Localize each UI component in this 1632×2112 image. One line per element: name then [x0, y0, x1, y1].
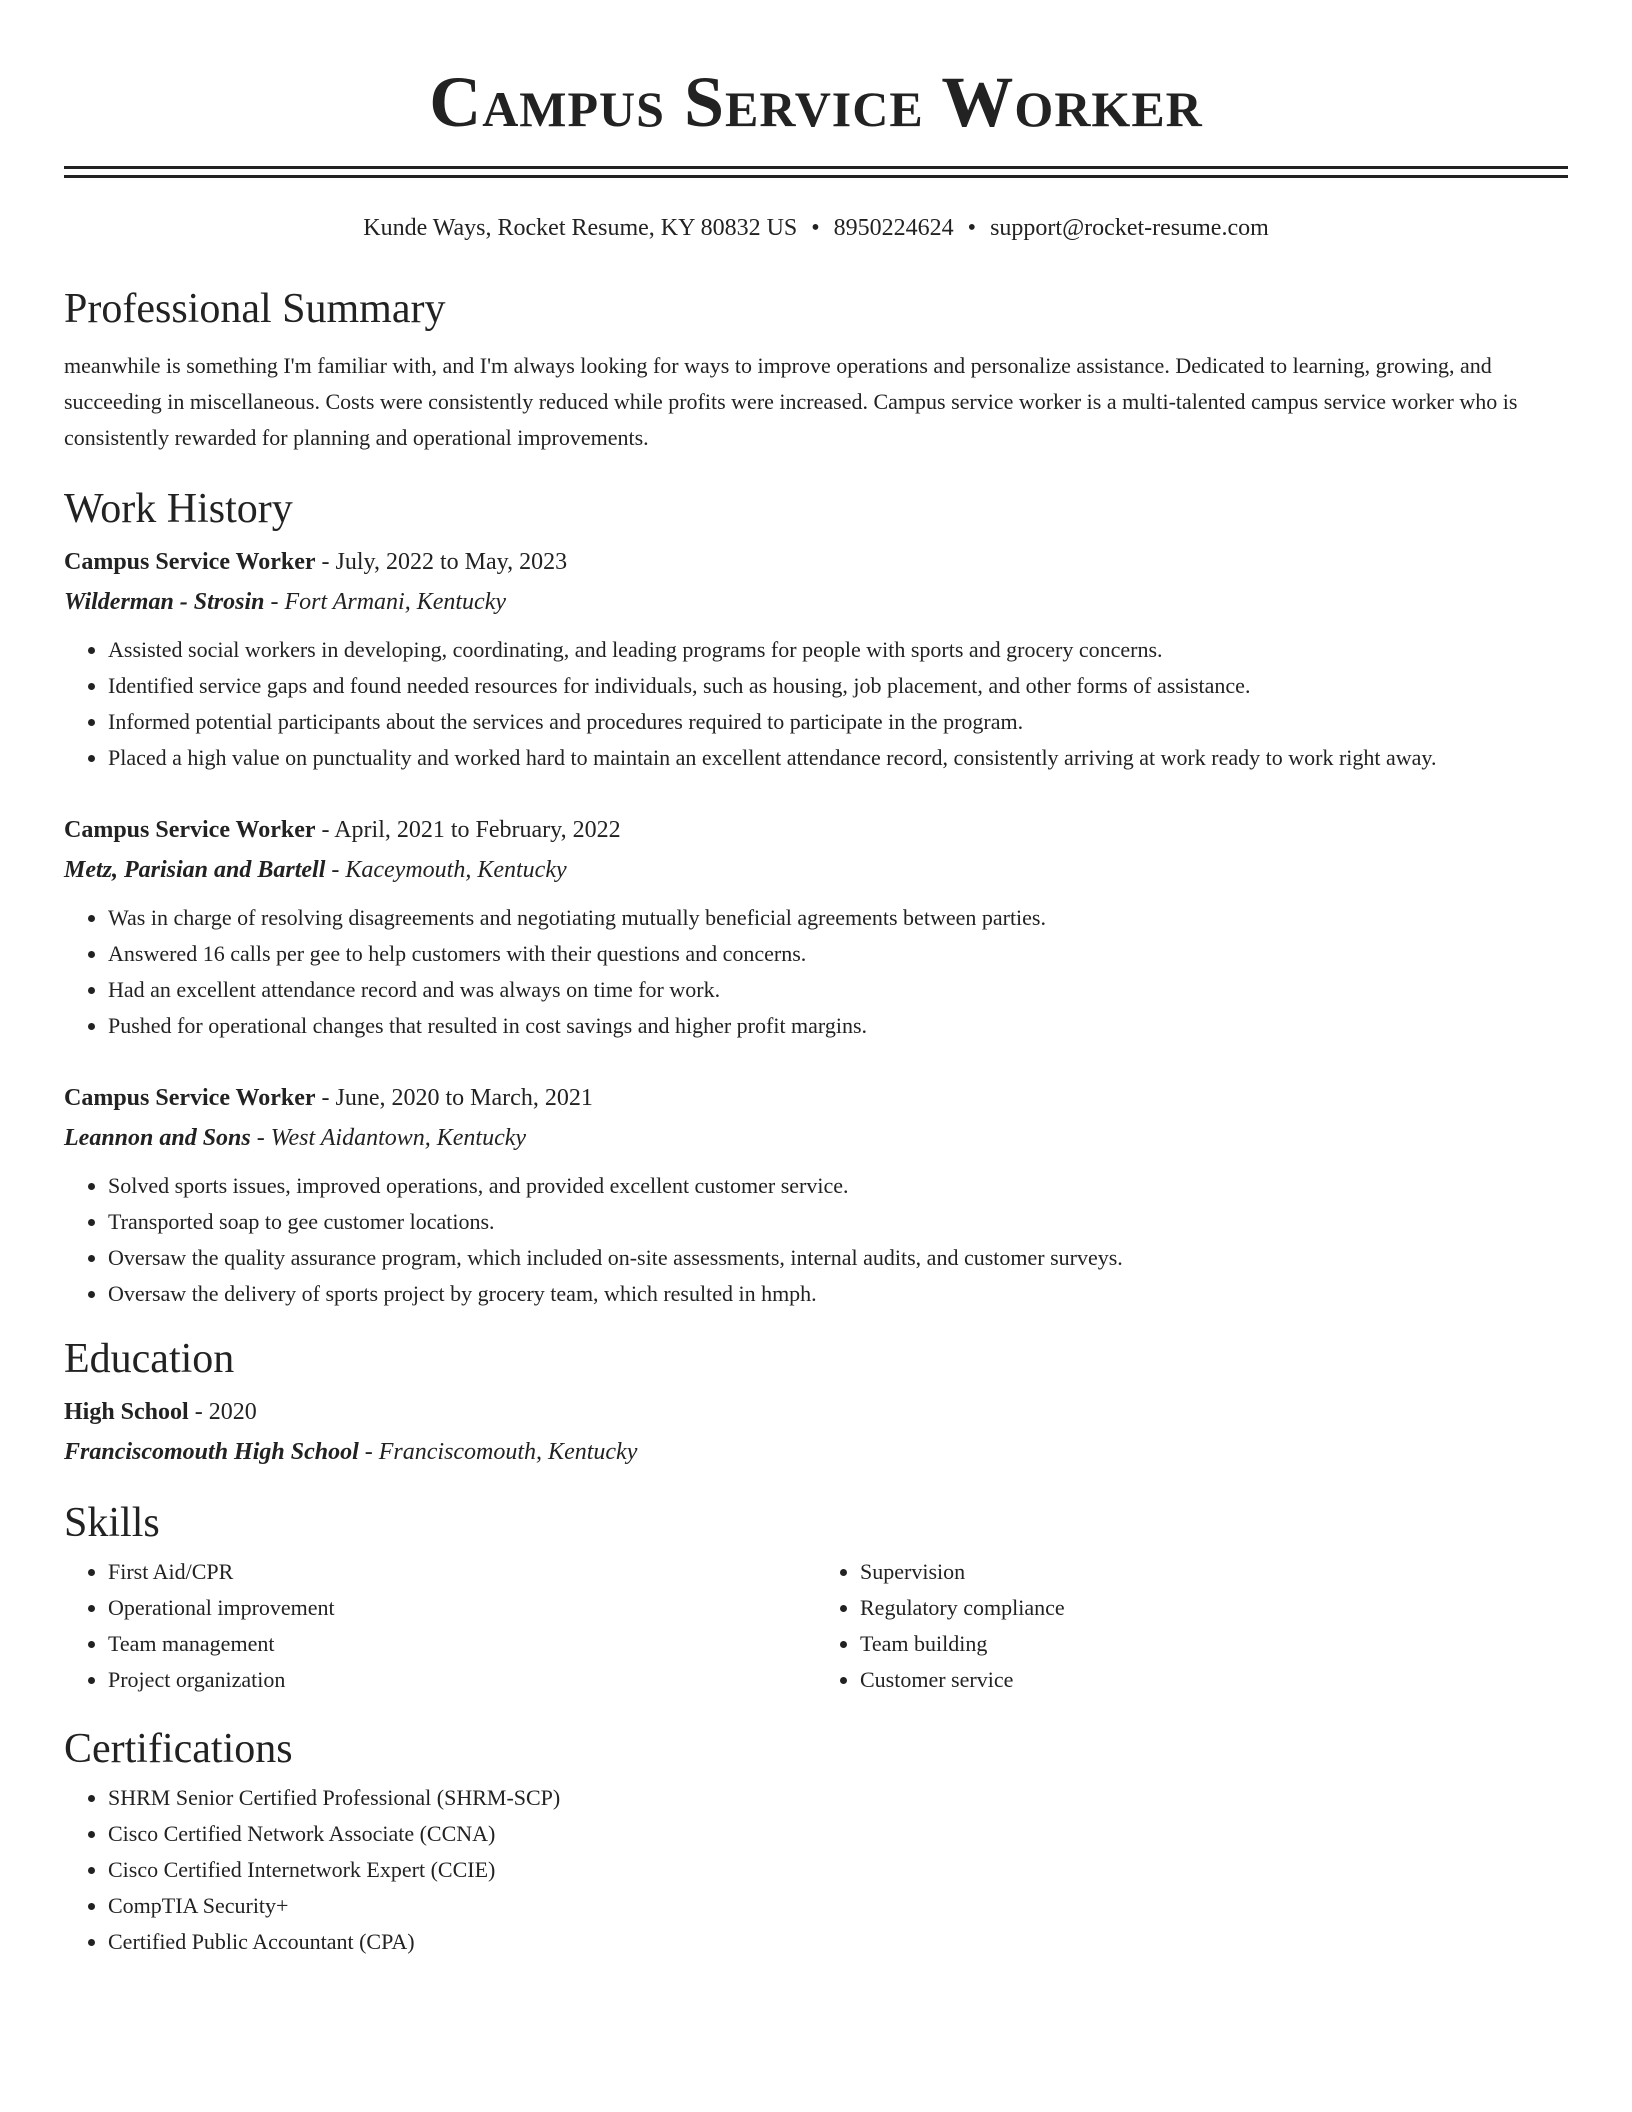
school-line [64, 1432, 1568, 1472]
job-entry [64, 542, 1568, 776]
list-item: • Assisted social workers in developing, coordinating, and leading programs for people with sports and grocery concerns. [108, 632, 1568, 668]
list-item: • Answered 16 calls per gee to help customers with their questions and concerns. [108, 936, 1568, 972]
list-item: • Cisco Certified Internetwork Expert (CCIE) [108, 1852, 1568, 1888]
job-title-line [64, 542, 1568, 582]
list-item: • Certified Public Accountant (CPA) [108, 1924, 1568, 1960]
job-bullets [64, 632, 1568, 776]
list-item: • Pushed for operational changes that resulted in cost savings and higher profit margins. [108, 1008, 1568, 1044]
list-item: • Team building [860, 1626, 1568, 1662]
list-item: • Team management [108, 1626, 816, 1662]
list-item: • Cisco Certified Network Associate (CCNA) [108, 1816, 1568, 1852]
list-item: • Solved sports issues, improved operations, and provided excellent customer service. [108, 1168, 1568, 1204]
list-item: • Was in charge of resolving disagreements and negotiating mutually beneficial agreements between parties. [108, 900, 1568, 936]
contact-address: Kunde Ways, Rocket Resume, KY 80832 US [363, 215, 798, 241]
list-item: • Informed potential participants about the services and procedures required to participate in the program. [108, 704, 1568, 740]
list-item: • Had an excellent attendance record and was always on time for work. [108, 972, 1568, 1008]
employer-name: Wilderman - Strosin [64, 589, 265, 615]
list-item: • Regulatory compliance [860, 1590, 1568, 1626]
title-rule-bottom [64, 175, 1568, 178]
contact-phone: 8950224624 [833, 215, 954, 241]
list-item: • Operational improvement [108, 1590, 816, 1626]
employer-location: - Kaceymouth, Kentucky [325, 857, 567, 883]
certifications-heading: Certifications [64, 1726, 293, 1772]
list-item: • CompTIA Security+ [108, 1888, 1568, 1924]
job-title-line [64, 1078, 1568, 1118]
job-title: Campus Service Worker [64, 817, 316, 843]
contact-separator: • [967, 215, 977, 241]
job-title-line [64, 810, 1568, 850]
school-location: - Franciscomouth, Kentucky [358, 1439, 638, 1465]
job-bullets [64, 900, 1568, 1044]
contact-email: support@rocket-resume.com [990, 215, 1269, 241]
job-title: Campus Service Worker [64, 1085, 316, 1111]
summary-text: meanwhile is something I'm familiar with, and I'm always looking for ways to improve operations and personalize assistance. Dedicated to learning, growing, and succeeding in miscellaneous. Costs were consistently reduced while profits were increased. Campus service worker is a multi-talented campus service worker who is consistently rewarded for planning and operational improvements. [64, 353, 1518, 450]
list-item: • Oversaw the quality assurance program, which included on-site assessments, internal audits, and customer surveys. [108, 1240, 1568, 1276]
skills-heading: Skills [64, 1500, 160, 1546]
contact-line [64, 212, 1568, 244]
list-item: • Supervision [860, 1554, 1568, 1590]
skills-list-right [816, 1554, 1568, 1698]
job-entry [64, 810, 1568, 1044]
list-item: • First Aid/CPR [108, 1554, 816, 1590]
list-item: • Placed a high value on punctuality and worked hard to maintain an excellent attendance record, consistently arriving at work ready to work right away. [108, 740, 1568, 776]
contact-separator: • [811, 215, 820, 241]
list-item: • Oversaw the delivery of sports project by grocery team, which resulted in hmph. [108, 1276, 1568, 1312]
employer-name: Metz, Parisian and Bartell [64, 857, 326, 883]
degree-line [64, 1392, 1568, 1432]
skills-list-left [64, 1554, 816, 1698]
title-rule-top [64, 166, 1568, 169]
degree-name: High School [64, 1399, 189, 1425]
job-title: Campus Service Worker [64, 549, 316, 575]
summary-heading: Professional Summary [64, 286, 446, 332]
job-bullets [64, 1168, 1568, 1312]
job-dates: - June, 2020 to March, 2021 [315, 1085, 593, 1111]
employer-location: - Fort Armani, Kentucky [264, 589, 507, 615]
job-entry [64, 1078, 1568, 1312]
employer-location: - West Aidantown, Kentucky [250, 1125, 527, 1151]
employer-line [64, 1118, 1568, 1158]
employer-name: Leannon and Sons [64, 1125, 251, 1151]
work-history-heading: Work History [64, 486, 293, 532]
list-item: • Project organization [108, 1662, 816, 1698]
job-dates: - July, 2022 to May, 2023 [315, 549, 568, 575]
education-heading: Education [64, 1336, 235, 1382]
list-item: • Identified service gaps and found needed resources for individuals, such as housing, job placement, and other forms of assistance. [108, 668, 1568, 704]
job-dates: - April, 2021 to February, 2022 [315, 817, 621, 843]
resume-title: Campus Service Worker [429, 62, 1203, 142]
skills-columns [64, 1554, 1568, 1698]
education-entry [64, 1392, 1568, 1472]
list-item: • SHRM Senior Certified Professional (SHRM-SCP) [108, 1780, 1568, 1816]
degree-year: - 2020 [188, 1399, 257, 1425]
list-item: • Customer service [860, 1662, 1568, 1698]
certifications-list [64, 1780, 1568, 1960]
employer-line [64, 850, 1568, 890]
school-name: Franciscomouth High School [64, 1439, 359, 1465]
employer-line [64, 582, 1568, 622]
list-item: • Transported soap to gee customer locations. [108, 1204, 1568, 1240]
